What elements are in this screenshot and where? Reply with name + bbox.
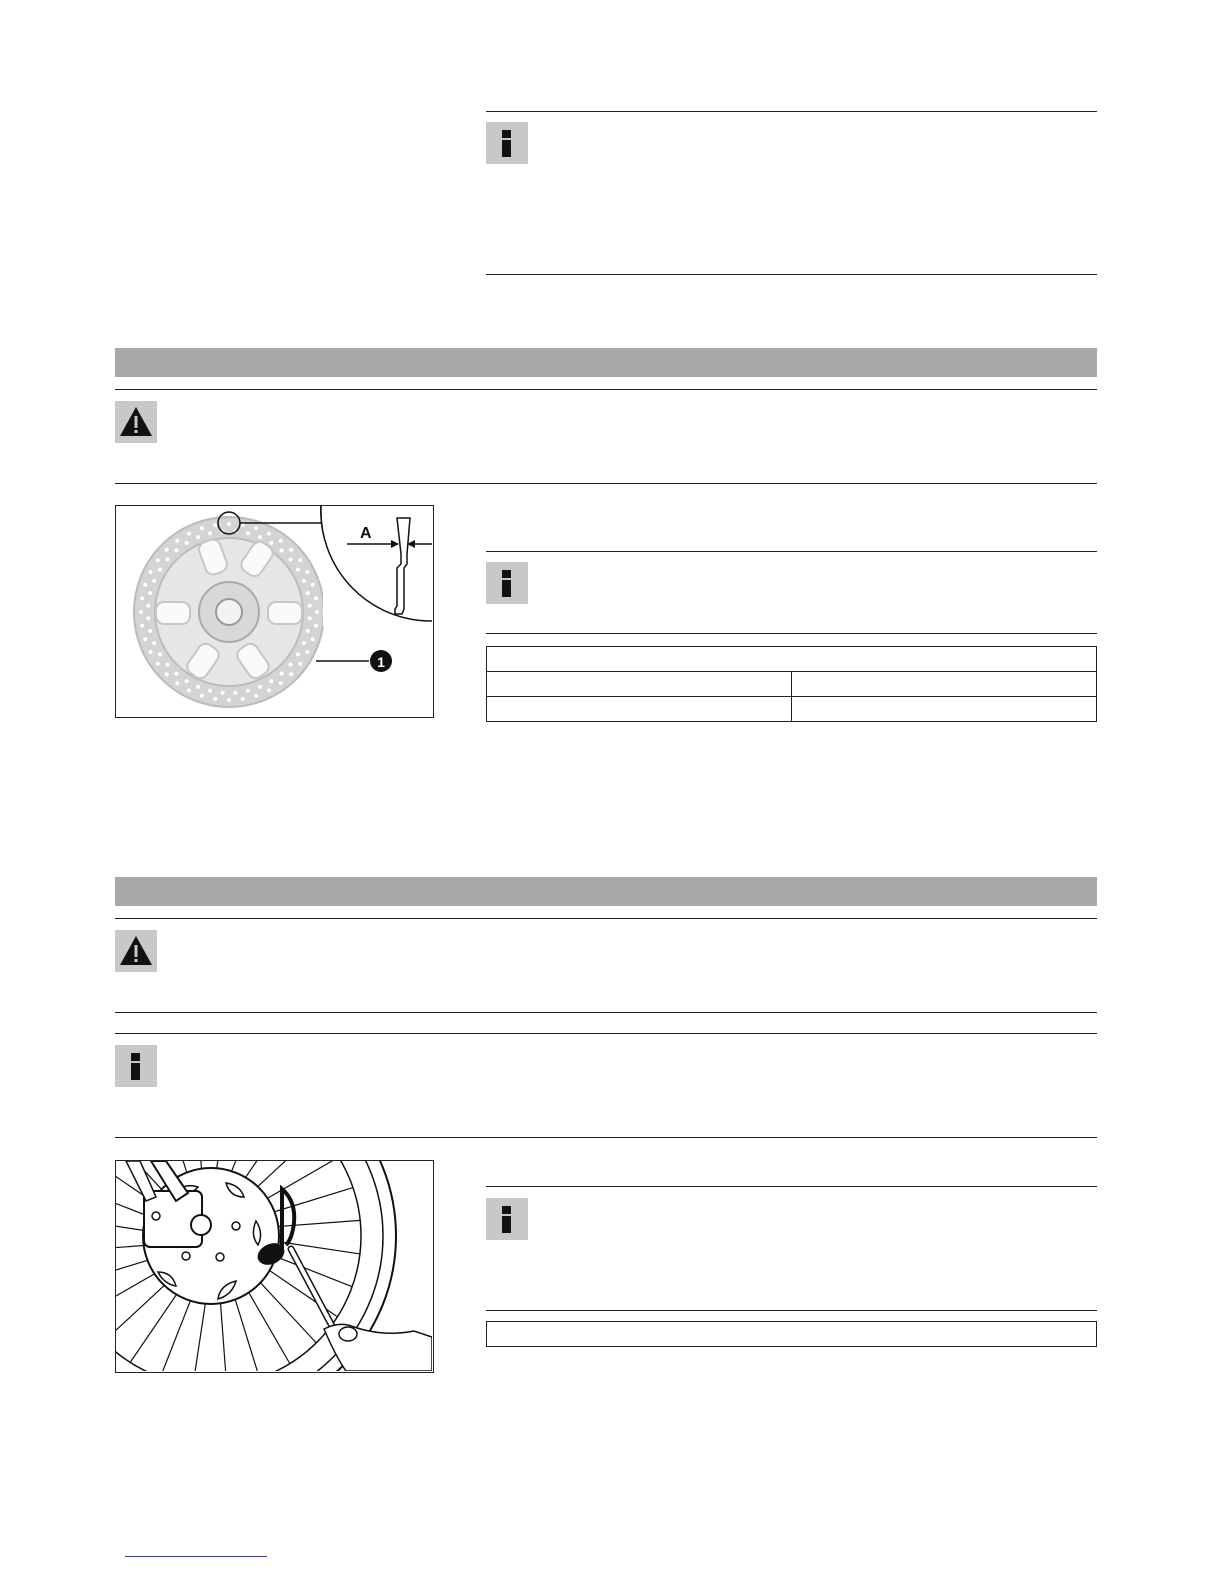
disc-hole (152, 579, 156, 583)
table-cell (487, 1322, 1097, 1347)
disc-hole (196, 535, 200, 539)
disc-hole (221, 691, 225, 695)
disc-hole (148, 591, 152, 595)
top-note-rule-top (486, 111, 1097, 112)
disc-hole (200, 694, 204, 698)
disc-hole (258, 685, 262, 689)
table-cell (487, 672, 792, 697)
disc-hole (269, 541, 273, 545)
disc-hole (175, 681, 179, 685)
info-icon (486, 122, 528, 164)
disc-hole (296, 652, 300, 656)
section-header-bar-2 (115, 877, 1097, 906)
disc-hole (289, 672, 293, 676)
disc-hole (267, 532, 271, 536)
info-2-rule-bottom (115, 1137, 1097, 1138)
disc-hole (289, 548, 293, 552)
disc-hole (208, 531, 212, 535)
disc-hole (187, 532, 191, 536)
disc-hole (258, 535, 262, 539)
table-cell (487, 697, 792, 722)
warning-1-rule-top (115, 389, 1097, 390)
disc-hole (280, 672, 284, 676)
disc-hole (254, 526, 258, 530)
disc-hole (165, 557, 169, 561)
info-icon (115, 1045, 157, 1087)
disc-hole (305, 570, 309, 574)
disc-hole (146, 616, 150, 620)
disc-hole (267, 688, 271, 692)
disc-hole (306, 591, 310, 595)
callout-number-1: 1 (377, 654, 385, 670)
warning-icon (115, 930, 157, 972)
section-header-bar-1 (115, 348, 1097, 377)
disc-hole (149, 570, 153, 574)
dimension-label-a: A (360, 525, 372, 542)
table-header-row (487, 647, 1097, 672)
warning-2-rule-bottom (115, 1012, 1097, 1013)
disc-hole (227, 522, 231, 526)
disc-hole (149, 650, 153, 654)
table-row (487, 1322, 1097, 1347)
disc-hole (175, 539, 179, 543)
disc-hole (174, 548, 178, 552)
disc-hole (213, 523, 217, 527)
brake-noise-figure (115, 1160, 434, 1373)
warning-2-rule-top (115, 918, 1097, 919)
disc-hole (148, 629, 152, 633)
disc-hole (308, 616, 312, 620)
disc-hole (279, 539, 283, 543)
disc-hole (152, 641, 156, 645)
disc-hole (269, 679, 273, 683)
disc-hole (158, 568, 162, 572)
info-icon (486, 1198, 528, 1240)
disc-hole (165, 548, 169, 552)
disc-hole (156, 558, 160, 562)
info-2-rule-top (115, 1033, 1097, 1034)
disc-hole (174, 672, 178, 676)
noise-note-rule-bottom (486, 1310, 1097, 1311)
brake-noise-table (486, 1321, 1097, 1347)
disc-hole (200, 526, 204, 530)
table-row (487, 672, 1097, 697)
disc-hole (233, 691, 237, 695)
disc-hole (227, 698, 231, 702)
disc-hole (315, 610, 319, 614)
disc-hole (246, 689, 250, 693)
noise-note-rule-top (486, 1186, 1097, 1187)
disc-hole (296, 568, 300, 572)
disc-hole (289, 557, 293, 561)
disc-hole (140, 596, 144, 600)
disc-hole (241, 697, 245, 701)
table-row (487, 697, 1097, 722)
disc-hole (165, 663, 169, 667)
disc-hole (143, 637, 147, 641)
disc-hole (308, 604, 312, 608)
disc-hole (279, 681, 283, 685)
disc-hole (302, 579, 306, 583)
disc-hole (305, 650, 309, 654)
table-header-cell (487, 647, 1097, 672)
disc-hole (314, 596, 318, 600)
disc-hole (314, 624, 318, 628)
disc-hole (140, 624, 144, 628)
disc-hole (208, 689, 212, 693)
table-cell (792, 672, 1097, 697)
footer-link[interactable] (125, 1556, 267, 1557)
disc-hole (311, 583, 315, 587)
disc-hole (185, 541, 189, 545)
top-note-rule-bottom (486, 274, 1097, 275)
disc-hole (156, 662, 160, 666)
disc-hole (139, 610, 143, 614)
disc-thickness-table (486, 646, 1097, 722)
disc-hole (146, 604, 150, 608)
disc-hole (143, 583, 147, 587)
disc-hole (165, 672, 169, 676)
disc-hole (280, 548, 284, 552)
disc-hole (196, 685, 200, 689)
disc-hole (298, 558, 302, 562)
disc-hole (246, 531, 250, 535)
info-icon (486, 562, 528, 604)
disc-hole (213, 697, 217, 701)
disc-hole (254, 694, 258, 698)
brake-disc-figure (115, 505, 434, 718)
disc-hole (185, 679, 189, 683)
warning-icon (115, 401, 157, 443)
warning-1-rule-bottom (115, 483, 1097, 484)
disc-hole (306, 629, 310, 633)
table-cell (792, 697, 1097, 722)
disc-hole (289, 663, 293, 667)
disc-note-rule-top (486, 551, 1097, 552)
disc-hole (311, 637, 315, 641)
disc-hole (302, 641, 306, 645)
disc-hole (298, 662, 302, 666)
disc-hole (158, 652, 162, 656)
disc-note-rule-bottom (486, 633, 1097, 634)
disc-hole (187, 688, 191, 692)
